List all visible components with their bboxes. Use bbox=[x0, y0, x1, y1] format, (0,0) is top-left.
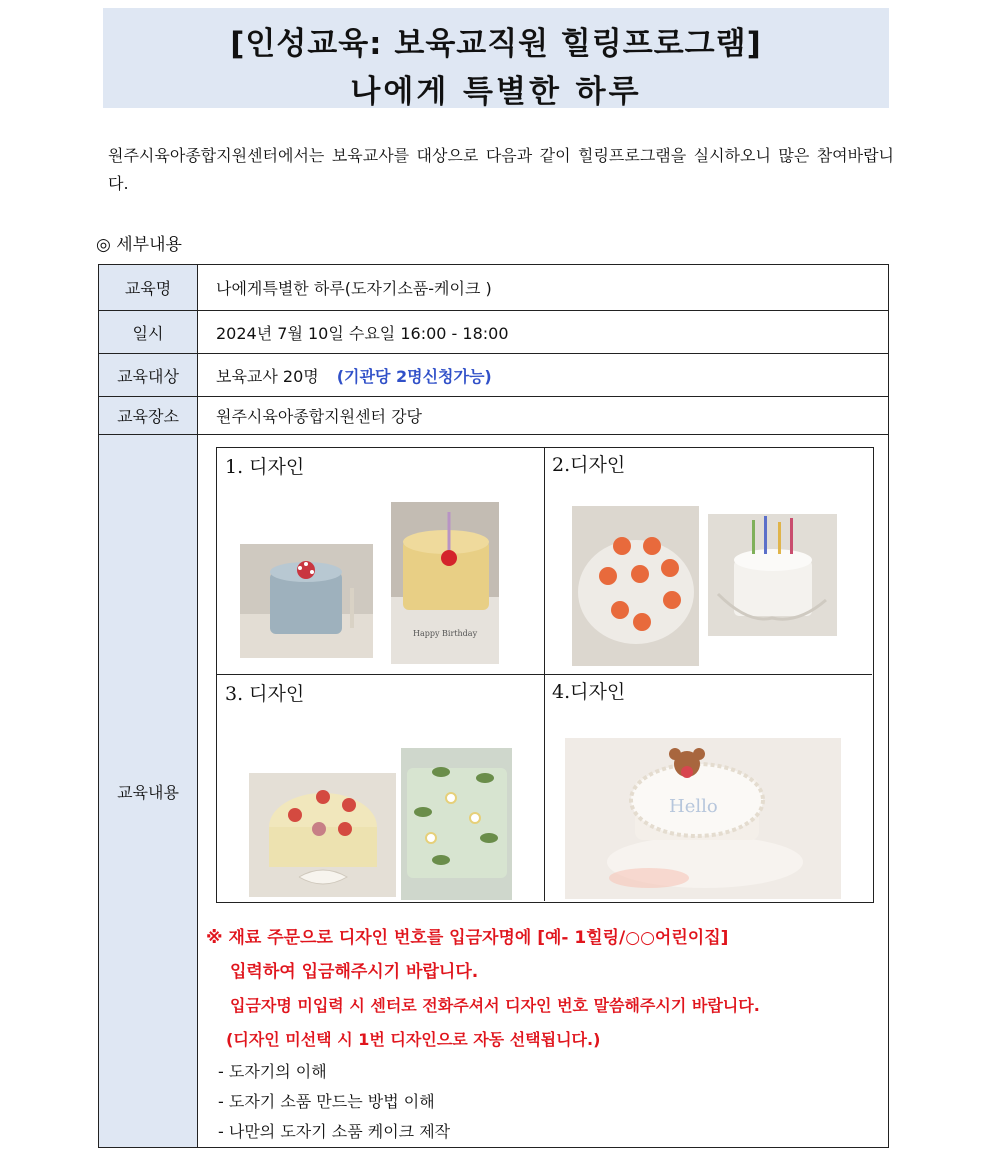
note-red-1: ※ 재료 주문으로 디자인 번호를 입금자명에 [예- 1힐링/○○어린이집] bbox=[206, 928, 729, 948]
cake-photo-1a bbox=[240, 544, 373, 658]
row-name bbox=[99, 265, 889, 311]
bullet-3: - 나만의 도자기 소품 케이크 제작 bbox=[218, 1122, 451, 1141]
note-red-4: (디자인 미선택 시 1번 디자인으로 자동 선택됩니다.) bbox=[226, 1030, 601, 1049]
cake-photo-2a bbox=[572, 506, 699, 666]
section-heading: ◎ 세부내용 bbox=[96, 235, 182, 255]
notes bbox=[206, 921, 886, 1147]
value-target: 보육교사 20명 bbox=[216, 366, 319, 386]
intro-paragraph: 원주시육아종합지원센터에서는 보육교사를 대상으로 다음과 같이 힐링프로그램을 실시하오니 많은 참여바랍니다. bbox=[108, 146, 894, 193]
note-red-3: 입금자명 미입력 시 센터로 전화주셔서 디자인 번호 말씀해주시기 바랍니다. bbox=[230, 996, 760, 1015]
cake-photo-3a bbox=[249, 773, 396, 897]
cake-text-hello: Hello bbox=[669, 796, 718, 817]
bullet-1: - 도자기의 이해 bbox=[218, 1062, 327, 1081]
cake-photo-1b bbox=[391, 502, 499, 664]
row-place bbox=[99, 397, 889, 435]
cake-text-happy-birthday: Happy Birthday bbox=[413, 629, 478, 638]
value-date: 2024년 7월 10일 수요일 16:00 - 18:00 bbox=[198, 311, 889, 354]
label-name: 교육명 bbox=[99, 265, 198, 311]
design-4-label: 4.디자인 bbox=[552, 681, 626, 703]
title-line1: [인성교육: 보육교직원 힐링프로그램] bbox=[230, 26, 762, 62]
row-date bbox=[99, 311, 889, 354]
details-table bbox=[98, 264, 889, 1148]
row-content bbox=[99, 435, 889, 1148]
value-place: 원주시육아종합지원센터 강당 bbox=[198, 397, 889, 435]
target-highlight: (기관당 2명신청가능) bbox=[336, 366, 492, 386]
note-red-2: 입력하여 입금해주시기 바랍니다. bbox=[230, 962, 479, 982]
design-1 bbox=[217, 448, 545, 675]
cake-photo-2b bbox=[708, 514, 837, 636]
row-target bbox=[99, 354, 889, 397]
design-grid bbox=[216, 447, 874, 903]
design-2-label: 2.디자인 bbox=[552, 454, 626, 476]
label-target: 교육대상 bbox=[99, 354, 198, 397]
bullet-2: - 도자기 소품 만드는 방법 이해 bbox=[218, 1092, 435, 1111]
cake-photo-4 bbox=[565, 738, 841, 899]
cake-photo-3b bbox=[401, 748, 512, 900]
design-3 bbox=[217, 675, 545, 901]
title-line2: 나에게 특별한 하루 bbox=[350, 74, 642, 110]
value-name: 나에게특별한 하루(도자기소품-케이크 ) bbox=[198, 265, 889, 311]
label-date: 일시 bbox=[99, 311, 198, 354]
label-content: 교육내용 bbox=[99, 435, 198, 1148]
design-2 bbox=[545, 448, 872, 675]
design-3-label: 3. 디자인 bbox=[225, 683, 305, 705]
design-1-label: 1. 디자인 bbox=[225, 456, 305, 478]
value-target-cell bbox=[198, 354, 889, 397]
content-cell bbox=[198, 435, 889, 1148]
label-place: 교육장소 bbox=[99, 397, 198, 435]
title-box bbox=[103, 8, 889, 108]
design-4 bbox=[545, 675, 872, 901]
